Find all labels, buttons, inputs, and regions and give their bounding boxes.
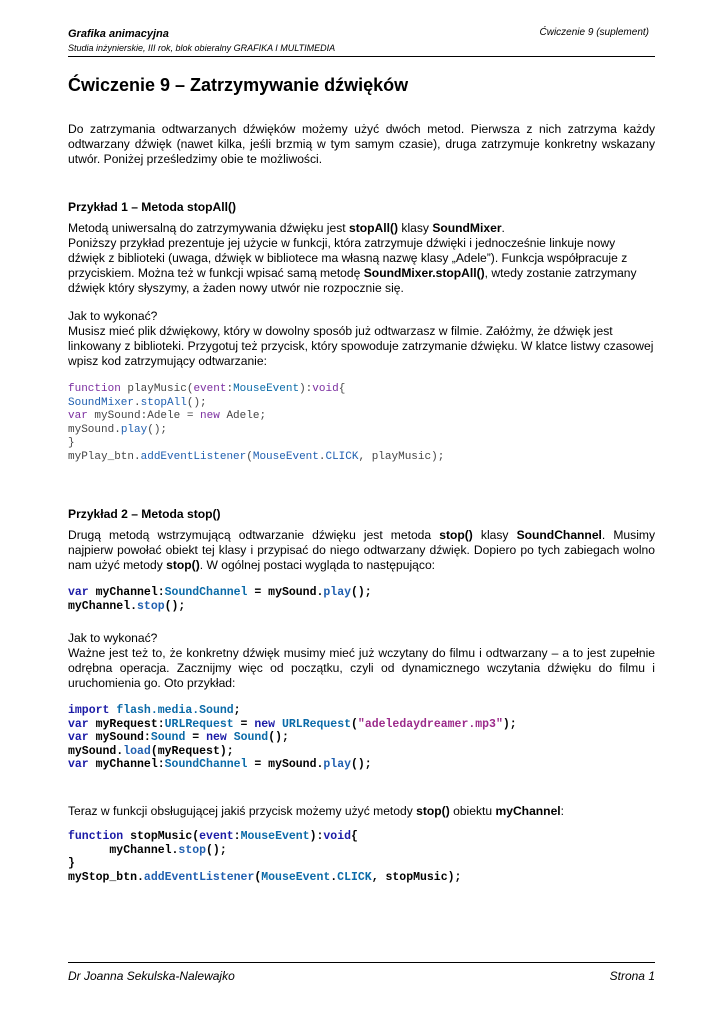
footer-divider xyxy=(68,962,655,963)
course-subtitle: Studia inżynierskie, III rok, blok obieralny GRAFIKA I MULTIMEDIA xyxy=(68,43,336,53)
code-block-1 xyxy=(68,383,444,465)
code-line: mySound.play(); xyxy=(68,423,168,436)
text-run: klasy xyxy=(398,221,433,235)
example1-para2 xyxy=(68,236,655,296)
code-line: SoundMixer.stopAll(); xyxy=(68,396,207,409)
code-line: mySound.load(myRequest); xyxy=(68,744,234,758)
page-number: Strona 1 xyxy=(609,969,655,983)
method-name: stopAll() xyxy=(348,221,399,235)
example2-heading: Przykład 2 – Metoda stop() xyxy=(68,507,221,521)
howto-label: Jak to wykonać? xyxy=(68,309,158,323)
page-title: Ćwiczenie 9 – Zatrzymywanie dźwięków xyxy=(68,75,409,95)
code-text: playMusic( xyxy=(127,383,194,395)
text-run: . W ogólnej postaci wygląda to następująco: xyxy=(199,558,436,572)
text-run: Drugą metodą wstrzymującą odtwarzanie dźwięku jest metoda xyxy=(68,528,440,542)
code-line: function stopMusic(event:MouseEvent):void{ xyxy=(68,830,358,843)
text-run: : xyxy=(560,804,565,818)
code-block-4 xyxy=(68,830,461,884)
code-line: myStop_btn.addEventListener(MouseEvent.CLICK, stopMusic); xyxy=(68,870,462,884)
method-name: SoundMixer.stopAll() xyxy=(363,266,485,280)
class-name: SoundChannel xyxy=(516,528,602,542)
course-title: Grafika animacyjna xyxy=(68,28,169,40)
class-name: SoundMixer xyxy=(432,221,502,235)
method-name: stop() xyxy=(439,528,473,542)
text-run: klasy xyxy=(472,528,517,542)
example2-howto xyxy=(68,631,655,691)
footer-author: Dr Joanna Sekulska-Nalewajko xyxy=(68,969,235,983)
code-block-2 xyxy=(68,586,372,613)
example1-heading: Przykład 1 – Metoda stopAll() xyxy=(68,200,237,214)
object-name: myChannel xyxy=(495,804,561,818)
code-line: } xyxy=(68,437,75,450)
code-line: function playMusic(event:MouseEvent):void{ xyxy=(68,383,346,395)
example1-howto xyxy=(68,309,655,369)
example1-para3: Musisz mieć plik dźwiękowy, który w dowolny sposób już odtwarzasz w filmie. Załóżmy, że dźwięk jest linkowany z biblioteki. Przygotuj też przycisk, który spowoduje zatrzymanie dźwięku. W klatce listwy czasowej wpisz kod zatrzymujący odtwarzanie: xyxy=(68,324,654,368)
code-line: var myChannel:SoundChannel = mySound.play(); xyxy=(68,586,372,599)
method-name: stop() xyxy=(416,804,450,818)
howto-label: Jak to wykonać? xyxy=(68,631,158,645)
code-line: import flash.media.Sound; xyxy=(68,704,241,717)
example1-text xyxy=(68,221,655,296)
header-divider xyxy=(68,56,655,57)
code-line: var mySound:Sound = new Sound(); xyxy=(68,731,289,745)
example2-text xyxy=(68,528,655,573)
example2-para1 xyxy=(68,528,655,573)
code-block-3 xyxy=(68,704,517,772)
method-name: stop() xyxy=(166,558,200,572)
page-header xyxy=(68,28,335,54)
code-line: myChannel.stop(); xyxy=(68,599,186,613)
example2-para2: Ważne jest też to, że konkretny dźwięk musimy mieć już wczytany do filmu i odtwarzany – a to jest zupełnie odrębna operacja. Zacznijmy więc od początku, czyli od dynamicznego wczytania dźwięku do filmu i uruchomienia go. Oto przykład: xyxy=(68,646,655,690)
intro-paragraph xyxy=(68,122,655,167)
code-line: myChannel.stop(); xyxy=(68,843,227,857)
text-run: . Musimy najpierw powołać obiekt tej klasy i przypisać do niego odtwarzany dźwięk. Dopiero po tych zabiegach wolno nam użyć metody xyxy=(68,528,656,572)
text-run: , wtedy zostanie zatrzymany dźwięk który słyszymy, a żaden nowy utwór nie rozpocznie się. xyxy=(68,266,637,295)
exercise-label: Ćwiczenie 9 (suplement) xyxy=(539,27,649,38)
text-run: Poniższy przykład prezentuje jej użycie w funkcji, która zatrzymuje dźwięki i jednocześnie linkuje nowy dźwięk z biblioteki (uwaga, dźwięk w bibliotece ma własną nazwę klasy „Adele”). Funkcja współpracuje z przyciskiem. Można też w funkcji wpisać samą metodę xyxy=(68,236,628,280)
code-line: var myRequest:URLRequest = new URLRequest("adeledaydreamer.mp3"); xyxy=(68,717,517,731)
example2-text-3 xyxy=(68,804,655,819)
code-line: var myChannel:SoundChannel = mySound.play(); xyxy=(68,758,372,772)
code-line: myPlay_btn.addEventListener(MouseEvent.CLICK, playMusic); xyxy=(68,450,445,463)
text-run: obiektu xyxy=(449,804,496,818)
text-run: Teraz w funkcji obsługującej jakiś przycisk możemy użyć metody xyxy=(68,804,417,818)
code-line: var mySound:Adele = new Adele; xyxy=(68,410,267,423)
code-line: } xyxy=(68,857,75,871)
intro-text: Do zatrzymania odtwarzanych dźwięków możemy użyć dwóch metod. Pierwsza z nich zatrzyma każdy odtwarzany dźwięk (nawet kilka, jeśli brzmią w tym samym czasie), druga zatrzymuje konkretny wskazany utwór. Poniżej prześledzimy obie te możliwości. xyxy=(68,122,655,166)
example2-para3 xyxy=(68,804,655,819)
text-run: Metodą uniwersalną do zatrzymywania dźwięku jest xyxy=(68,221,349,235)
text-run: . xyxy=(501,221,505,235)
example1-para1 xyxy=(68,221,655,236)
